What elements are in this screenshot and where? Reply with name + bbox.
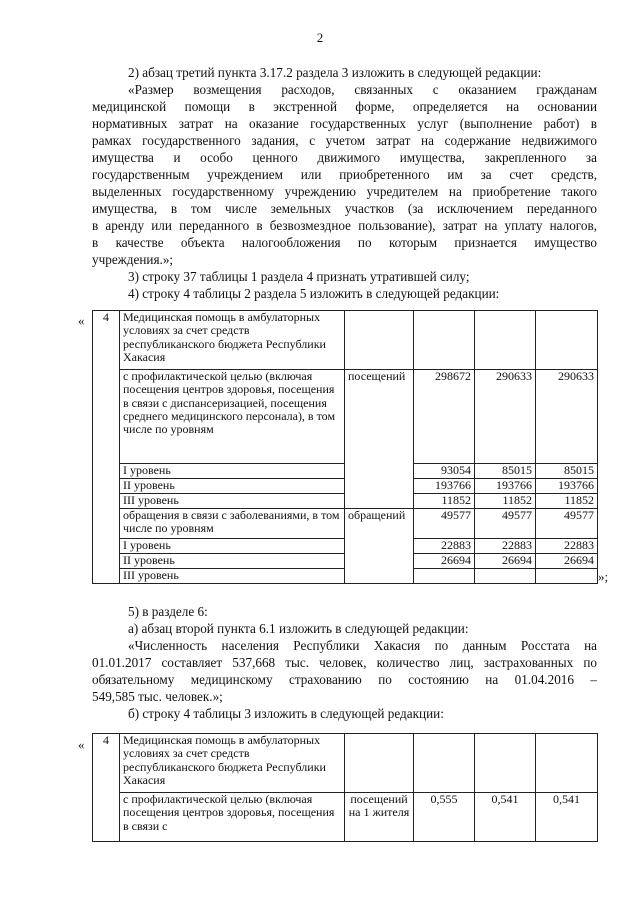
paragraph-2: 2) абзац третий пункта 3.17.2 раздела 3 изложить в следующей редакции:	[128, 65, 542, 80]
quote-line: в аренду или переданного в безвозмездное пользование), затрат на уплату налогов,	[92, 218, 597, 233]
table-1	[92, 310, 598, 584]
cell-value: 22883	[536, 539, 598, 554]
paragraph-5: 5) в разделе 6:	[128, 604, 208, 619]
cell-value: 0,541	[536, 793, 598, 842]
cell-value: 26694	[414, 554, 475, 569]
table-row	[93, 734, 598, 793]
quote-line: нормативных затрат на оказание государственных услуг (выполнение работ) в	[92, 116, 597, 131]
cell-label: I уровень	[120, 539, 345, 554]
table-2	[92, 733, 598, 842]
quote-line: в качестве объекта налогообложения по которым признается имущество	[92, 235, 597, 250]
paragraph-4: 4) строку 4 таблицы 2 раздела 5 изложить в следующей редакции:	[128, 286, 500, 301]
cell-value: 26694	[536, 554, 598, 569]
cell-value: 298672	[414, 370, 475, 464]
cell-value: 193766	[475, 479, 536, 494]
cell-label: I уровень	[120, 464, 345, 479]
cell-value: 49577	[475, 509, 536, 539]
cell-value: 0,541	[475, 793, 536, 842]
quote-line: выделенных государственному учреждению учредителем на приобретение такого	[92, 184, 597, 199]
quote-line: государственным учреждением или приобретенного им за счет средств,	[92, 167, 597, 182]
open-quote: «	[78, 737, 85, 752]
cell-value: 49577	[536, 509, 598, 539]
cell-value: 93054	[414, 464, 475, 479]
paragraph-3: 3) строку 37 таблицы 1 раздела 4 признать утратившей силу;	[128, 269, 470, 284]
cell-value: 290633	[475, 370, 536, 464]
cell-value: 0,555	[414, 793, 475, 842]
cell-unit: обращений	[345, 509, 414, 584]
quote-line: «Размер возмещения расходов, связанных с оказанием гражданам	[128, 82, 597, 97]
paragraph-5b: б) строку 4 таблицы 3 изложить в следующей редакции:	[128, 706, 444, 721]
close-quote: »;	[598, 569, 609, 584]
table-row	[93, 793, 598, 842]
quote-line: имущества, в том числе земельных участков (за исключением переданного	[92, 201, 597, 216]
table-row	[93, 370, 598, 464]
cell-unit: посещений на 1 жителя	[345, 793, 414, 842]
quote-line: учреждения.»;	[92, 252, 174, 267]
cell-label: II уровень	[120, 554, 345, 569]
row-number: 4	[93, 734, 120, 842]
cell-value: 26694	[475, 554, 536, 569]
population-line: 01.01.2017 составляет 537,668 тыс. человек, количество лиц, застрахованных по	[92, 655, 597, 670]
paragraph-5a: а) абзац второй пункта 6.1 изложить в следующей редакции:	[128, 621, 469, 636]
cell-value: 11852	[475, 494, 536, 509]
cell-value: 22883	[475, 539, 536, 554]
population-line: обязательному медицинскому страхованию по состоянию на 01.04.2016 –	[92, 672, 597, 687]
cell-label: с профилактической целью (включая посещения центров здоровья, посещения в связи с диспансеризацией, посещения среднего медицинского персонала), в том числе по уровням	[120, 370, 345, 464]
quote-line: медицинской помощи в экстренной форме, определяется на основании	[92, 99, 597, 114]
cell-value: 85015	[475, 464, 536, 479]
cell-label: III уровень	[120, 494, 345, 509]
row-title: Медицинская помощь в амбулаторных условиях за счет средств республиканского бюджета Республики Хакасия	[120, 734, 345, 793]
population-line: 549,585 тыс. человек.»;	[92, 689, 223, 704]
cell-value: 290633	[536, 370, 598, 464]
cell-value: 22883	[414, 539, 475, 554]
cell-value: 11852	[414, 494, 475, 509]
table-row	[93, 311, 598, 370]
cell-value: 193766	[414, 479, 475, 494]
table-row	[93, 509, 598, 539]
row-title: Медицинская помощь в амбулаторных условиях за счет средств республиканского бюджета Республики Хакасия	[120, 311, 345, 370]
open-quote: «	[78, 313, 85, 328]
cell-value: 11852	[536, 494, 598, 509]
cell-label: II уровень	[120, 479, 345, 494]
cell-unit: посещений	[345, 370, 414, 509]
row-number: 4	[93, 311, 120, 584]
cell-label: обращения в связи с заболеваниями, в том числе по уровням	[120, 509, 345, 539]
quote-line: рамках государственного задания, с учетом затрат на содержание недвижимого	[92, 133, 597, 148]
cell-value: 49577	[414, 509, 475, 539]
cell-value: 85015	[536, 464, 598, 479]
page-number: 2	[316, 30, 324, 45]
cell-value: 193766	[536, 479, 598, 494]
population-line: «Численность населения Республики Хакасия по данным Росстата на	[128, 638, 597, 653]
quote-line: имущества и особо ценного движимого имущества, закрепленного за	[92, 150, 597, 165]
cell-label: с профилактической целью (включая посещения центров здоровья, посещения в связи с	[120, 793, 345, 842]
cell-label: III уровень	[120, 569, 345, 584]
